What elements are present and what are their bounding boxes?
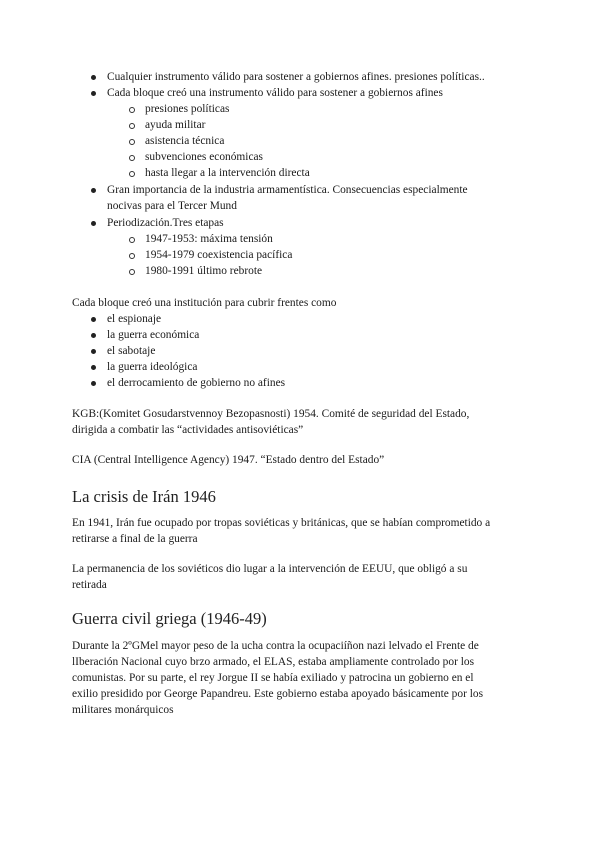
list-item: la guerra económica [107,329,200,341]
list-item: Cualquier instrumento válido para sostener a gobiernos afines. presiones políticas.. [107,71,485,83]
sub-list-item: 1980-1991 último rebrote [145,265,263,277]
section-heading: Guerra civil griega (1946-49) [72,609,267,628]
sub-bullet [129,123,135,129]
paragraph-kgb: dirigida a combatir las “actividades antisoviéticas” [72,424,304,436]
paragraph: lIberación Nacional cuyo brzo armado, el ELAS, estaba ampliamente controlado por los [72,656,475,668]
bullet [91,365,96,370]
bullet [91,333,96,338]
sub-list-item: 1954-1979 coexistencia pacífica [145,249,293,261]
paragraph: Durante la 2ºGMel mayor peso de la ucha contra la ocupaciíñon nazi lelvado el Frente de [72,640,479,652]
paragraph: Cada bloque creó una institución para cubrir frentes como [72,297,337,309]
list-item: el sabotaje [107,345,156,357]
paragraph-kgb: KGB:(Komitet Gosudarstvennoy Bezopasnosti) 1954. Comité de seguridad del Estado, [72,408,470,420]
sub-bullet [129,237,135,243]
list-item: Cada bloque creó una instrumento válido para sostener a gobiernos afines [107,87,443,99]
sub-list-item: subvenciones económicas [145,151,263,163]
sub-bullet [129,155,135,161]
paragraph: retirada [72,579,107,591]
paragraph: La permanencia de los soviéticos dio lugar a la intervención de EEUU, que obligó a su [72,563,468,575]
section-heading: La crisis de Irán 1946 [72,487,216,506]
list-item: Gran importancia de la industria armamentística. Consecuencias especialmente [107,184,468,196]
sub-list-item: 1947-1953: máxima tensión [145,233,273,245]
bullet [91,317,96,322]
bullet [91,381,96,386]
sub-bullet [129,139,135,145]
list-item-continuation: nocivas para el Tercer Mund [107,200,237,212]
sub-bullet [129,171,135,177]
list-item: el derrocamiento de gobierno no afines [107,377,286,389]
sub-bullet [129,269,135,275]
sub-list-item: asistencia técnica [145,135,225,147]
paragraph: comunistas. Por su parte, el rey Jorgue II se había exiliado y patrocina un gobierno en el [72,672,474,684]
sub-list-item: ayuda militar [145,119,206,131]
list-item: el espionaje [107,313,162,325]
paragraph: exilio presidido por George Papandreu. Este gobierno estaba apoyado básicamente por los [72,688,483,700]
list-item: la guerra ideológica [107,361,198,373]
paragraph: militares monárquicos [72,704,174,716]
paragraph: En 1941, Irán fue ocupado por tropas soviéticas y británicas, que se habían comprometido a [72,517,491,529]
list-item: Periodización.Tres etapas [107,217,224,229]
sub-list-item: hasta llegar a la intervención directa [145,167,310,179]
bullet [91,349,96,354]
sub-list-item: presiones políticas [145,103,230,115]
sub-bullet [129,107,135,113]
paragraph-cia: CIA (Central Intelligence Agency) 1947. “Estado dentro del Estado” [72,454,385,466]
paragraph: retirarse a final de la guerra [72,533,198,545]
bullet [91,188,96,193]
sub-bullet [129,253,135,259]
bullet [91,75,96,80]
bullet [91,221,96,226]
bullet [91,91,96,96]
